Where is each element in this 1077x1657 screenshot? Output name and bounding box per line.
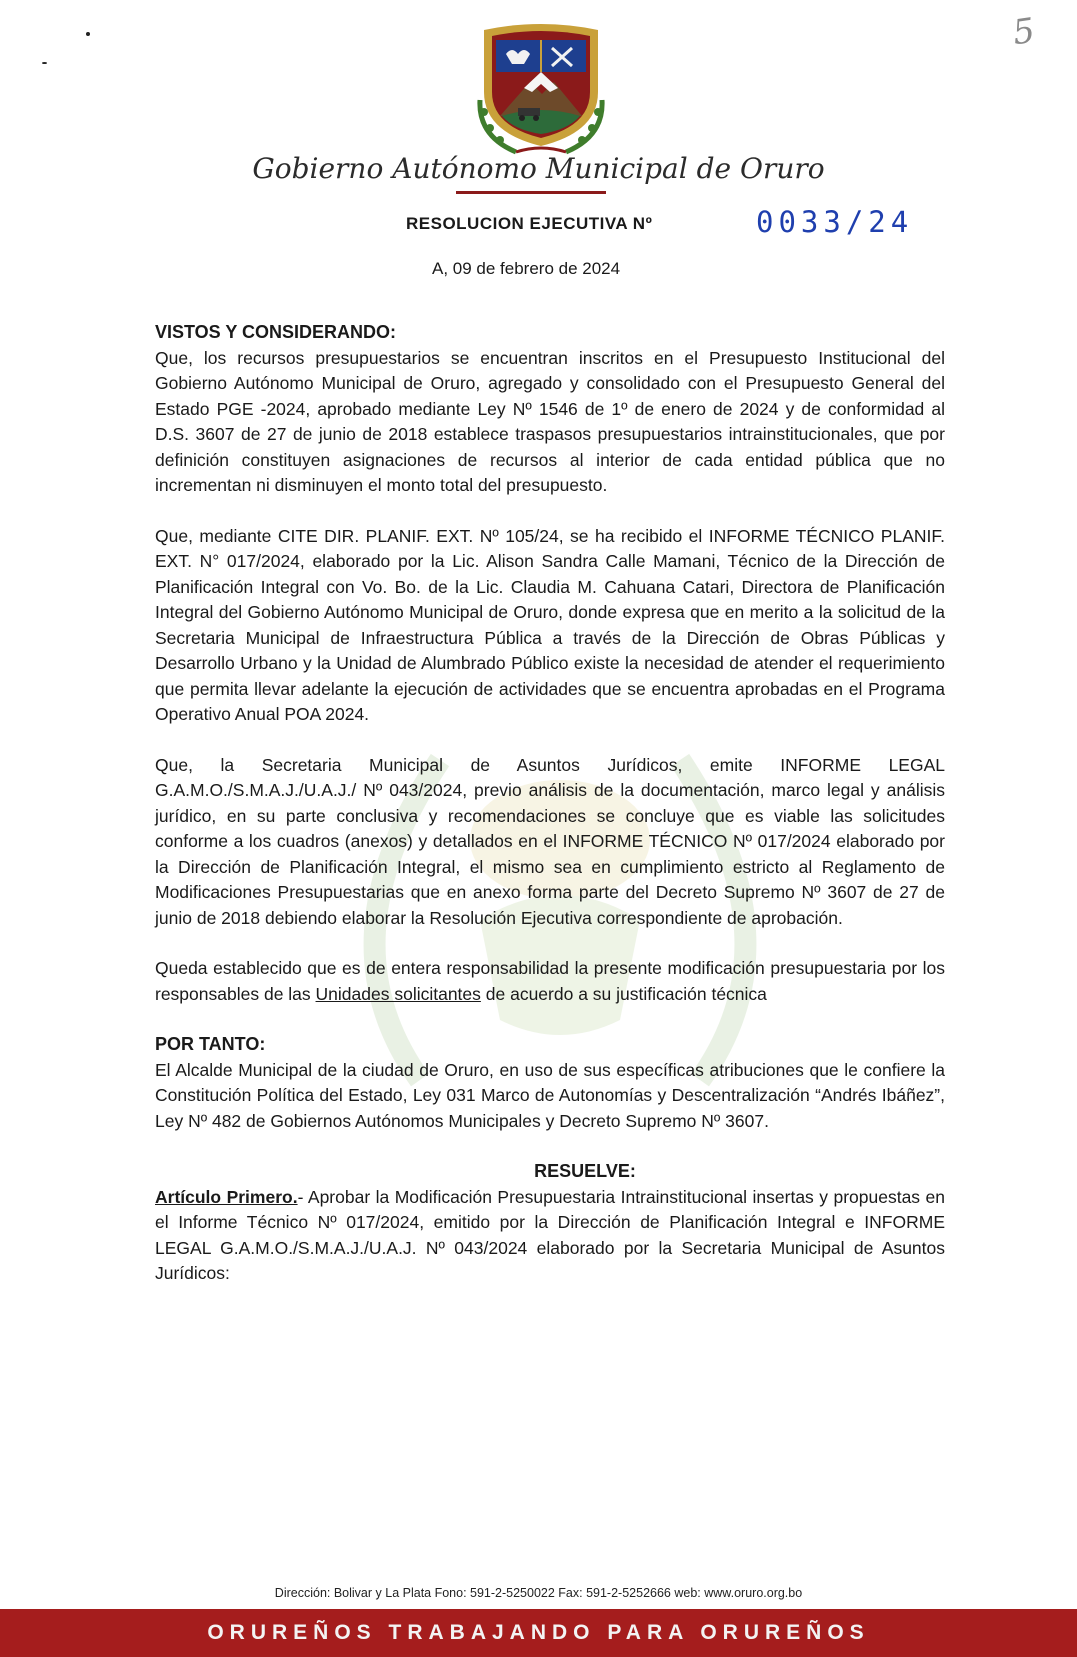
- article-first-text: - Aprobar la Modificación Presupuestaria Intrainstitucional insertas y propuestas en el Informe Técnico Nº 017/2024, emitido por la Dirección de Planificación Integral e INFORME LEGAL G.A.M.O./S.M.A.J./U.A.J. Nº 043/2024 elaborado por la Secretaria Municipal de Asuntos Jurídicos:: [155, 1186, 945, 1283]
- paragraph-mayor-authority: El Alcalde Municipal de la ciudad de Oruro, en uso de sus específicas atribuciones que le confiere la Constitución Política del Estado, Ley 031 Marco de Autonomías y Descentralización “Andrés Ibáñez”, Ley Nº 482 de Gobiernos Autónomos Municipales y Decreto Supremo Nº 3607.: [155, 1059, 945, 1131]
- paragraph-legal-report: Que, la Secretaria Municipal de Asuntos Jurídicos, emite INFORME LEGAL G.A.M.O./S.M.A.J./U.A.J./ Nº 043/2024, previo análisis de la documentación, marco legal y análisis jurídico, en su parte conclusiva y recomendaciones se concluye que es viable las solicitudes conforme a los cuadros (anexos) y detallados en el INFORME TÉCNICO Nº 017/2024 elaborado por la Dirección de Planificación Integral, el mismo sea en cumplimiento estricto al Reglamento de Modificaciones Presupuestarias que en anexo forma parte del Decreto Supremo Nº 3607 de 27 de junio de 2018 debiendo elaborar la Resolución Ejecutiva correspondiente de aprobación.: [155, 754, 945, 928]
- paragraph-responsibility-end: de acuerdo a su justificación técnica: [480, 983, 767, 1004]
- paragraph-responsibility: [155, 956, 945, 1007]
- section-heading-por-tanto: POR TANTO:: [155, 1034, 266, 1054]
- article-first: [155, 1185, 945, 1287]
- paragraph-technical-report: Que, mediante CITE DIR. PLANIF. EXT. Nº 105/24, se ha recibido el INFORME TÉCNICO PLANIF. EXT. N° 017/2024, elaborado por la Lic. Alison Sandra Calle Mamani, Técnico de la Dirección de Planificación Integral con Vo. Bo. de la Lic. Claudia M. Cahuana Catari, Directora de Planificación Integral del Gobierno Autónomo Municipal de Oruro, donde expresa que en merito a la solicitud de la Secretaria Municipal de Infraestructura Pública a través de la Dirección de Obras Públicas y Desarrollo Urbano y la Unidad de Alumbrado Público existe la necesidad de atender el requerimiento que permita llevar adelante la ejecución de actividades que se encuentra aprobadas en el Programa Operativo Anual POA 2024.: [155, 525, 945, 724]
- scan-speck: [86, 32, 90, 36]
- resolution-title: RESOLUCION EJECUTIVA Nº: [406, 214, 653, 233]
- coat-of-arms-icon: [472, 20, 610, 160]
- paragraph-budget-resources: Que, los recursos presupuestarios se encuentran inscritos en el Presupuesto Institucional del Gobierno Autónomo Municipal de Oruro, agregado y consolidado con el Presupuesto General del Estado PGE -2024, aprobado mediante Ley Nº 1546 de 1º de enero de 2024 y de conformidad al D.S. 3607 de 27 de junio de 2018 establece traspasos presupuestarios intrainstitucionales, que por definición constituyen asignaciones de recursos al interior de cada entidad pública que no incrementan ni disminuyen el monto total del presupuesto.: [155, 347, 945, 495]
- section-heading-resuelve: RESUELVE:: [534, 1161, 636, 1181]
- article-first-title: Artículo Primero.: [155, 1186, 298, 1207]
- section-heading-vistos: VISTOS Y CONSIDERANDO:: [155, 322, 397, 342]
- footer-slogan-band: ORUREÑOS TRABAJANDO PARA ORUREÑOS: [0, 1609, 1077, 1657]
- institution-name: Gobierno Autónomo Municipal de Oruro: [252, 152, 825, 185]
- title-divider: [456, 191, 606, 194]
- document-body: [155, 320, 945, 1312]
- scan-speck: [42, 62, 47, 64]
- handwritten-page-number: 5: [1010, 10, 1038, 54]
- resolution-number-stamp: 0033/24: [756, 205, 914, 239]
- underlined-units-text: Unidades solicitantes: [315, 983, 481, 1004]
- footer-address: Dirección: Bolivar y La Plata Fono: 591-2-5250022 Fax: 591-2-5252666 web: www.oruro.org.bo: [274, 1586, 803, 1600]
- resolution-date: A, 09 de febrero de 2024: [432, 259, 621, 278]
- paragraph-responsibility-text: Queda establecido que es de entera responsabilidad la presente modificación presupuestaria por los responsables de las: [155, 958, 945, 1004]
